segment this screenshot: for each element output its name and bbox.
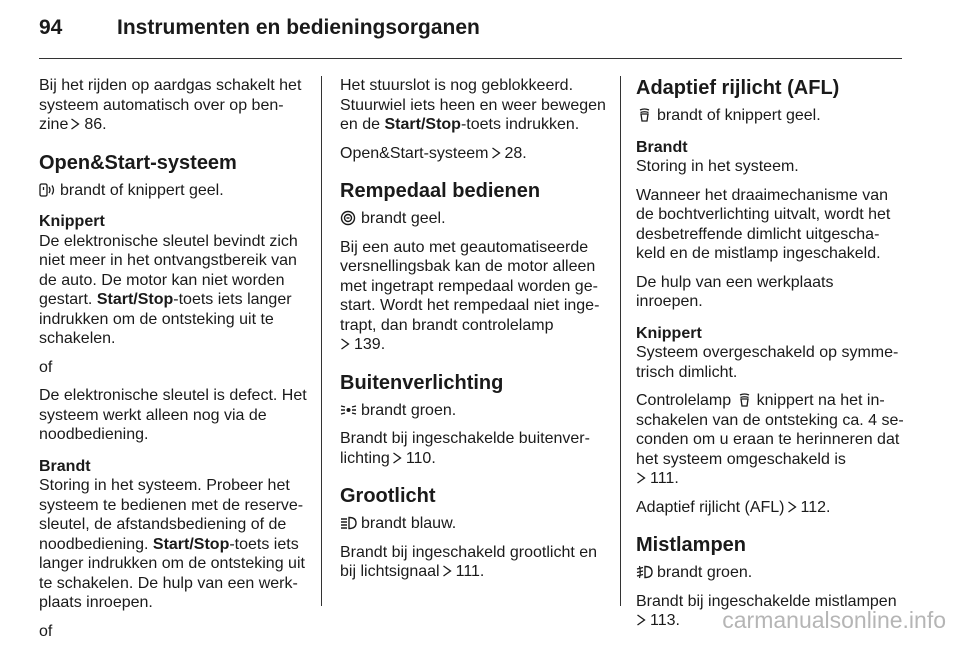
page-reference: 111. <box>650 470 679 487</box>
text: Bij het rijden op aardgas schakelt het systeem automatisch over op ben-zine <box>39 77 302 133</box>
text: knippert na het in-schakelen van de ontsteking ca. 4 se-conden om u eraan te herinneren dat het systeem omgeschakeld is <box>636 392 904 468</box>
text: Open&Start-systeem <box>340 144 489 162</box>
page-reference-icon <box>340 338 350 350</box>
exterior-light-icon <box>340 402 357 418</box>
column-2 <box>340 76 606 591</box>
column-1 <box>39 76 307 650</box>
page-reference: 86. <box>84 116 107 133</box>
paragraph <box>636 563 904 583</box>
subheading-knippert: Knippert <box>636 324 702 342</box>
paragraph <box>636 106 904 126</box>
paragraph <box>39 76 307 135</box>
paragraph: Storing in het systeem. <box>636 158 799 175</box>
text: brandt blauw. <box>361 515 457 532</box>
paragraph: De hulp van een werkplaats inroepen. <box>636 273 834 310</box>
paragraph <box>340 401 606 421</box>
paragraph <box>636 391 904 489</box>
page-reference-icon <box>636 472 646 484</box>
subheading-brandt: Brandt <box>636 138 688 156</box>
page-number: 94 <box>39 16 63 39</box>
paragraph: Systeem overgeschakeld op symme-trisch dimlicht. <box>636 344 899 381</box>
text: brandt groen. <box>657 564 753 581</box>
key-signal-icon <box>39 182 56 198</box>
text: Brandt bij ingeschakelde buitenver-lichting <box>340 430 590 467</box>
adaptive-light-icon <box>636 107 653 123</box>
page-reference-icon <box>392 452 402 464</box>
brake-pedal-icon <box>340 210 357 226</box>
text: brandt groen. <box>361 401 457 419</box>
page-reference-icon <box>442 565 452 577</box>
paragraph <box>340 543 606 582</box>
chapter-title: Instrumenten en bedieningsorganen <box>117 16 480 39</box>
watermark: carmanualsonline.info <box>722 607 946 633</box>
text: Bij een auto met geautomatiseerde versnellingsbak kan de motor alleen met ingetrapt rempedaal worden ge-start. Wordt het rempedaal niet inge-trapt, dan brandt controlelamp <box>340 238 600 334</box>
paragraph <box>636 498 904 518</box>
page-reference: 113. <box>650 612 680 629</box>
text: Controlelamp <box>636 392 732 409</box>
subheading-knippert: Knippert <box>39 213 105 230</box>
page-reference-icon <box>636 614 646 626</box>
fog-light-icon <box>636 564 653 580</box>
text: Adaptief rijlicht (AFL) <box>636 498 785 516</box>
bold-term: Start/Stop <box>152 535 230 553</box>
adaptive-light-icon <box>736 392 753 408</box>
text: brandt geel. <box>361 210 446 227</box>
page-reference: 28. <box>504 144 527 162</box>
page-reference: 139. <box>354 336 386 353</box>
section-heading-rempedaal: Rempedaal bedienen <box>340 180 541 202</box>
paragraph: of <box>39 622 53 640</box>
paragraph <box>340 209 606 229</box>
section-heading-mistlampen: Mistlampen <box>636 534 747 556</box>
header-rule <box>39 58 902 59</box>
paragraph: De elektronische sleutel is defect. Het systeem werkt alleen nog via de noodbediening. <box>39 387 307 443</box>
text: brandt of knippert geel. <box>657 107 821 124</box>
paragraph <box>340 238 606 355</box>
paragraph: of <box>39 358 53 376</box>
column-divider <box>321 76 322 606</box>
column-divider <box>620 76 621 606</box>
paragraph <box>340 144 606 164</box>
paragraph: Wanneer het draaimechanisme van de bochtverlichting uitvalt, wordt het desbetreffende dimlicht uitgescha-keld en de mistlamp ingeschakeld. <box>636 186 891 262</box>
section-heading-buitenverlichting: Buitenverlichting <box>340 371 504 394</box>
paragraph <box>39 181 307 201</box>
page-header <box>39 16 480 46</box>
bold-term: Start/Stop <box>384 116 461 133</box>
text: Brandt bij ingeschakeld grootlicht en bij lichtsignaal <box>340 543 598 580</box>
page-reference-icon <box>787 501 797 513</box>
paragraph <box>340 76 606 135</box>
text: Storing in het systeem. Probeer het systeem te bedienen met de reserve-sleutel, de afstandsbediening of de noodbediening. <box>39 477 304 553</box>
high-beam-icon <box>340 515 357 531</box>
text: Brandt bij ingeschakelde mistlampen <box>636 592 897 610</box>
section-heading-afl: Adaptief rijlicht (AFL) <box>636 77 840 99</box>
page-reference-icon <box>70 118 80 130</box>
text: brandt of knippert geel. <box>60 181 224 199</box>
paragraph <box>39 476 307 613</box>
page-reference: 111. <box>455 563 485 580</box>
text: Het stuurslot is nog geblokkeerd. Stuurwiel iets heen en weer bewegen en de <box>340 77 606 133</box>
paragraph <box>39 232 307 349</box>
page-reference: 110. <box>405 449 436 467</box>
paragraph <box>340 514 606 534</box>
text: -toets indrukken. <box>460 116 580 133</box>
section-heading-grootlicht: Grootlicht <box>340 485 436 507</box>
bold-term: Start/Stop <box>96 291 174 308</box>
text: -toets iets langer indrukken om de ontsteking uit te schakelen. <box>39 291 292 347</box>
column-3 <box>636 76 904 640</box>
section-heading-openstart: Open&Start-systeem <box>39 151 237 174</box>
paragraph <box>340 429 606 468</box>
page-reference: 112. <box>800 498 831 516</box>
text: -toets iets langer indrukken om de ontsteking uit te schakelen. De hulp van een werk-plaats inroepen. <box>39 535 305 611</box>
subheading-brandt: Brandt <box>39 457 91 475</box>
page-reference-icon <box>491 147 501 159</box>
text: De elektronische sleutel bevindt zich niet meer in het ontvangstbereik van de auto. De motor kan niet worden gestart. <box>39 232 298 308</box>
